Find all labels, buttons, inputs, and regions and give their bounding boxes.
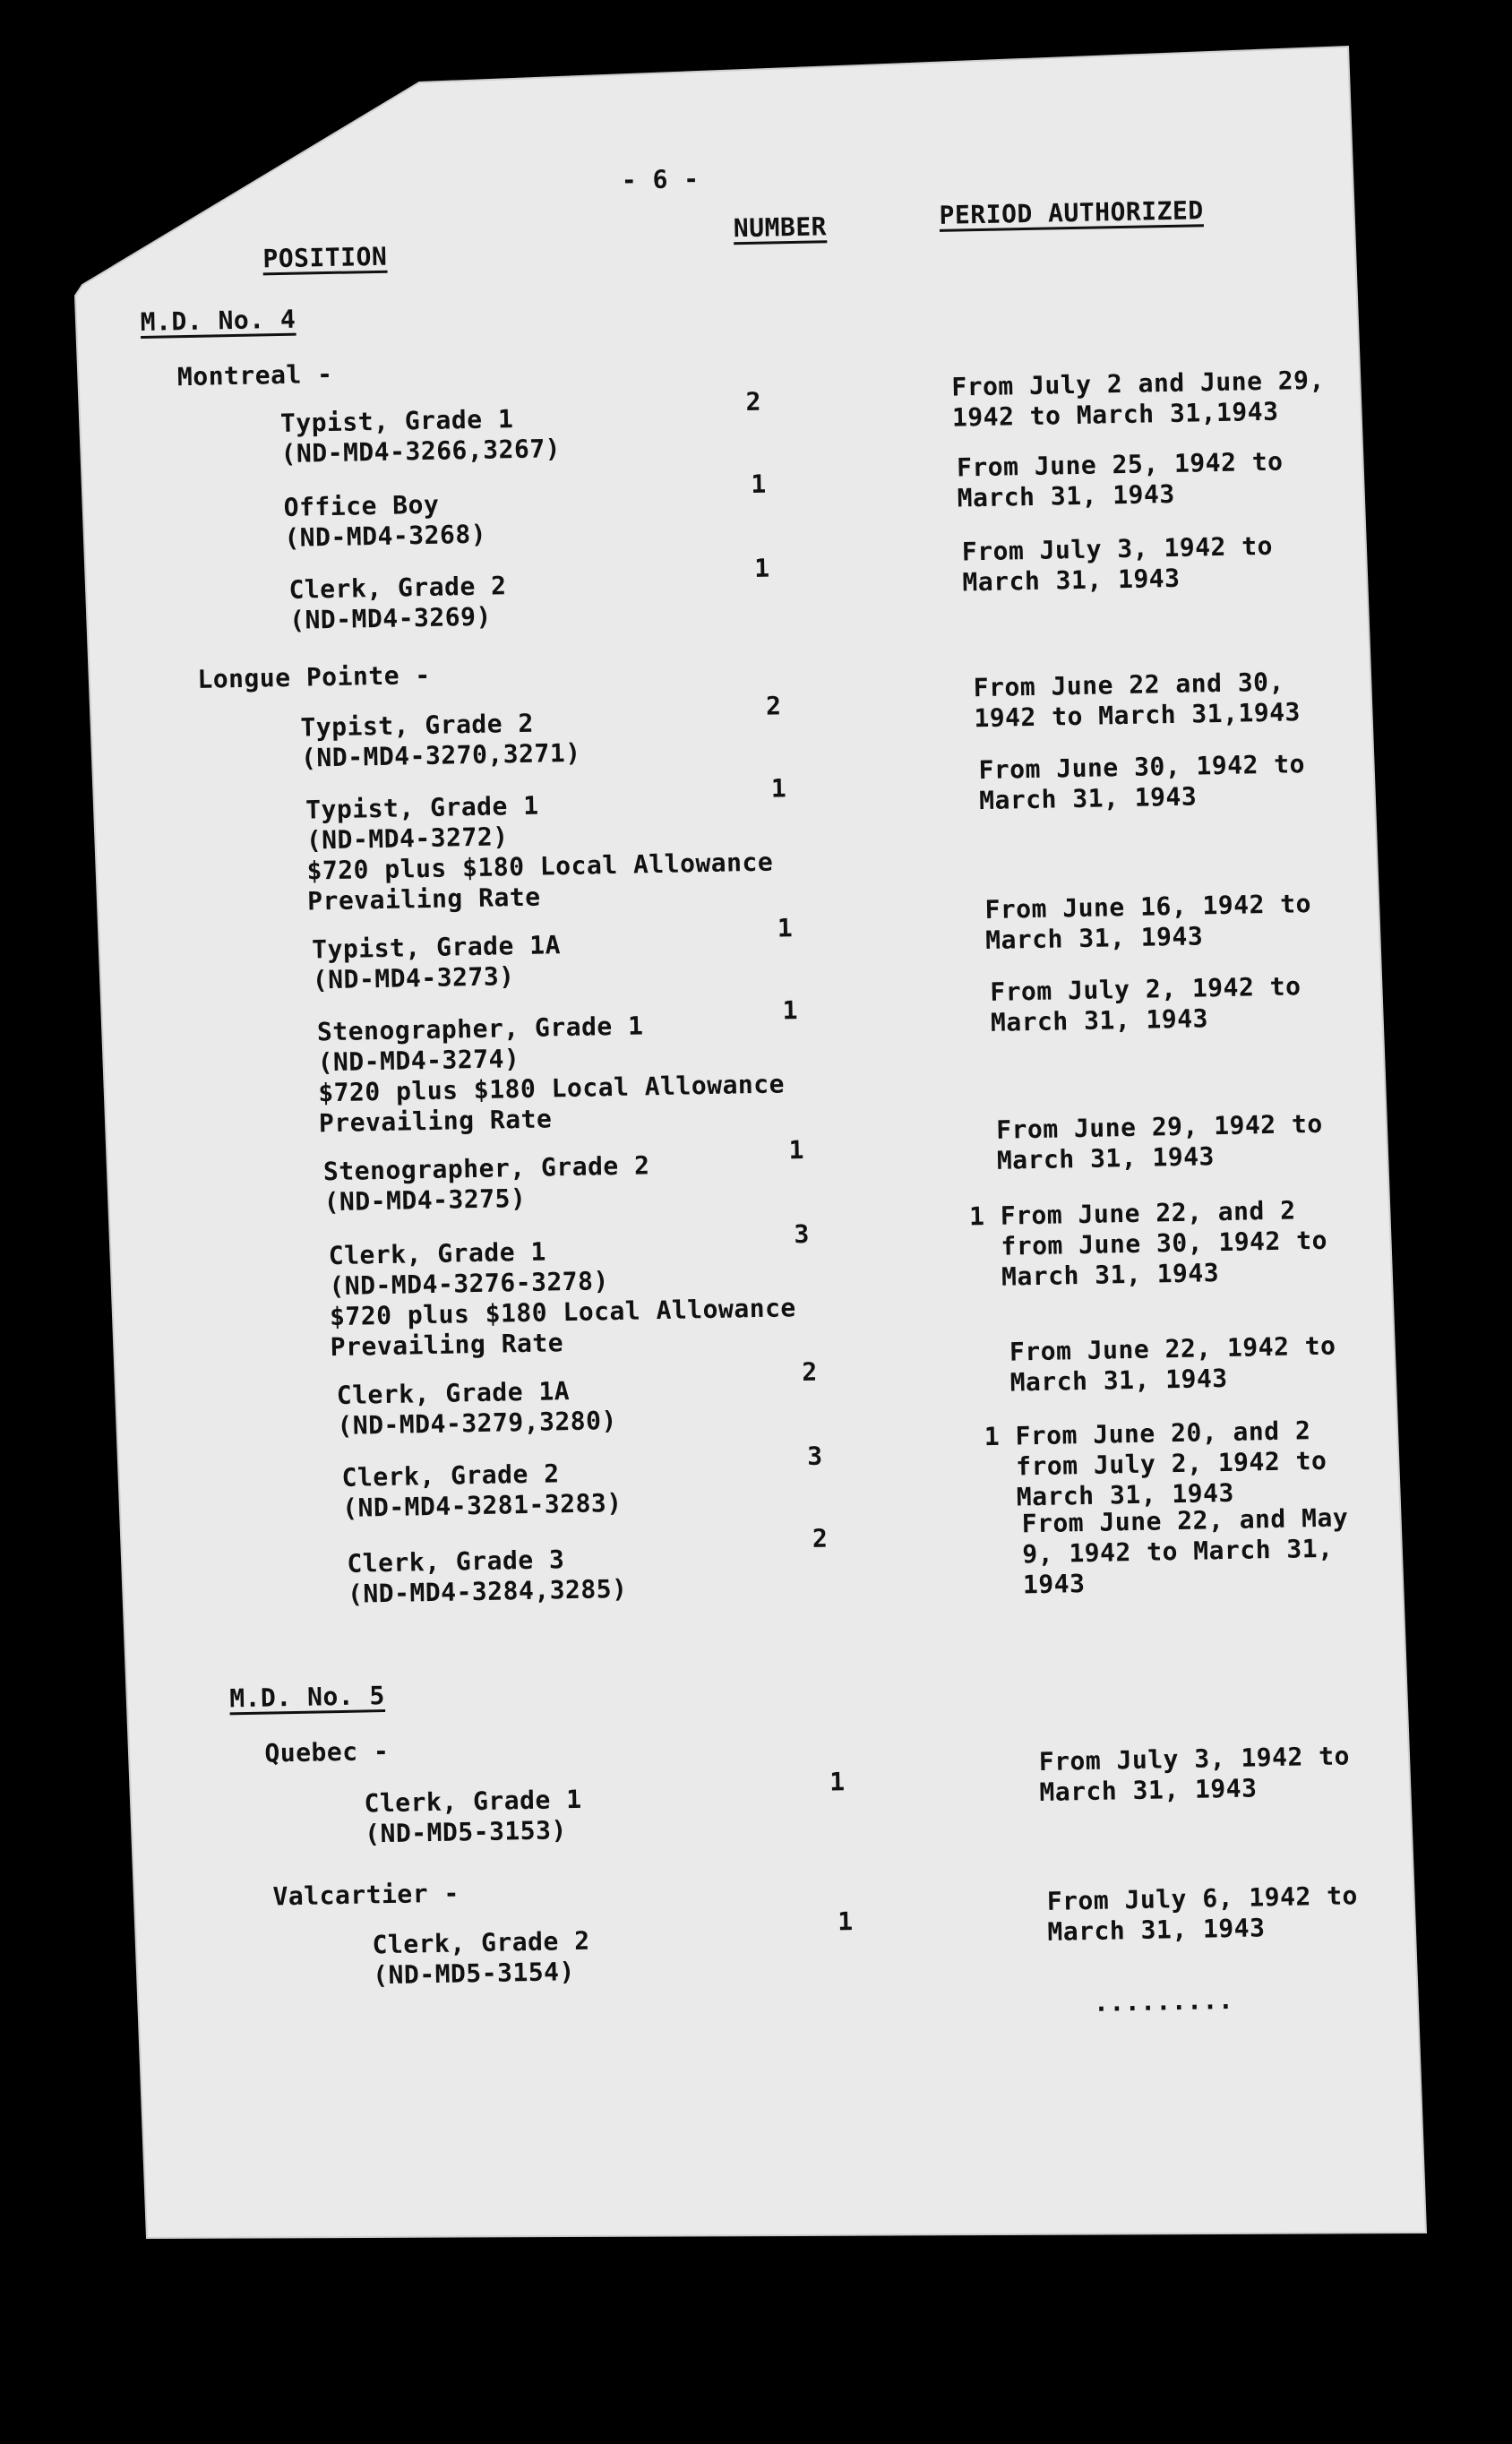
- period-line: March 31, 1943: [957, 478, 1175, 513]
- entry-number: 1: [837, 1906, 854, 1937]
- period-line: From June 30, 1942 to: [978, 749, 1306, 786]
- location-heading: Quebec -: [264, 1735, 390, 1768]
- entry-line: (ND-MD5-3153): [364, 1815, 568, 1849]
- entry-line: Typist, Grade 1: [305, 790, 539, 825]
- entry-line: (ND-MD4-3272): [305, 822, 509, 856]
- period-line: From July 2, 1942 to: [989, 971, 1302, 1007]
- entry-line: (ND-MD4-3266,3267): [280, 434, 562, 469]
- entry-period: [990, 971, 1302, 1038]
- position-entry: [283, 489, 486, 554]
- entry-line: Office Boy: [283, 489, 440, 522]
- period-line: March 31, 1943: [1039, 1773, 1258, 1808]
- entry-number: 1: [770, 773, 787, 804]
- entry-period: [1046, 1880, 1358, 1948]
- entry-line: (ND-MD4-3276-3278): [329, 1266, 610, 1302]
- entry-line: Prevailing Rate: [306, 882, 541, 916]
- period-line: March 31, 1943: [984, 921, 1204, 956]
- entry-number: 3: [806, 1441, 823, 1471]
- period-line: From June 22 and 30,: [973, 667, 1285, 703]
- entry-number: 2: [812, 1523, 829, 1553]
- entry-number: 2: [765, 691, 782, 721]
- entry-number: 3: [794, 1218, 811, 1250]
- entry-line: (ND-MD4-3274): [317, 1044, 520, 1078]
- period-line: From July 6, 1942 to: [1046, 1880, 1359, 1916]
- entry-number: 1: [751, 469, 768, 499]
- entry-line: (ND-MD4-3273): [312, 961, 515, 995]
- position-entry: [312, 930, 562, 995]
- period-line: 9, 1942 to March 31,: [1022, 1533, 1334, 1570]
- position-entry: [300, 708, 581, 774]
- period-line: from June 30, 1942 to: [969, 1225, 1328, 1262]
- entry-period: [1021, 1502, 1349, 1600]
- period-line: From June 25, 1942 to: [956, 446, 1284, 483]
- entry-line: (ND-MD4-3269): [288, 601, 493, 635]
- entry-line: (ND-MD4-3268): [284, 519, 487, 553]
- entry-line: Clerk, Grade 2: [372, 1925, 590, 1960]
- header-period: PERIOD AUTHORIZED: [939, 195, 1204, 230]
- entry-number: 1: [753, 553, 770, 583]
- position-entry: [305, 787, 774, 917]
- position-entry: [372, 1926, 590, 1992]
- entry-period: [973, 667, 1301, 734]
- period-line: 1943: [1022, 1569, 1086, 1600]
- period-line: From June 29, 1942 to: [995, 1108, 1323, 1145]
- entry-line: Clerk, Grade 2: [288, 571, 507, 605]
- position-entry: [288, 571, 507, 636]
- entry-line: Clerk, Grade 3: [347, 1545, 565, 1579]
- entry-line: Prevailing Rate: [318, 1104, 553, 1139]
- entry-line: (ND-MD4-3279,3280): [337, 1406, 618, 1441]
- period-line: 1 From June 20, and 2: [984, 1416, 1311, 1452]
- entry-number: 1: [777, 913, 794, 943]
- period-line: March 31, 1943: [978, 781, 1198, 816]
- entry-period: [984, 1416, 1327, 1513]
- entry-period: [951, 366, 1326, 434]
- period-line: From July 3, 1942 to: [1038, 1741, 1351, 1777]
- entry-line: Clerk, Grade 2: [341, 1459, 560, 1493]
- entry-period: [962, 531, 1274, 598]
- period-line: From June 16, 1942 to: [984, 889, 1312, 925]
- entry-line: (ND-MD4-3275): [323, 1183, 527, 1218]
- entry-line: Prevailing Rate: [330, 1328, 564, 1363]
- entry-line: Stenographer, Grade 2: [322, 1150, 650, 1187]
- entry-number: 2: [745, 386, 762, 417]
- district-heading: M.D. No. 4: [140, 304, 296, 338]
- period-line: From July 2 and June 29,: [950, 365, 1326, 402]
- position-entry: [364, 1785, 582, 1850]
- location-heading: Valcartier -: [272, 1878, 460, 1912]
- entry-line: $720 plus $180 Local Allowance: [306, 847, 774, 886]
- period-line: 1942 to March 31,1943: [974, 697, 1302, 734]
- period-line: from July 2, 1942 to: [984, 1445, 1327, 1483]
- entry-line: Typist, Grade 1: [279, 404, 514, 439]
- position-entry: [280, 403, 562, 469]
- period-line: From June 22, 1942 to: [1009, 1330, 1336, 1367]
- entry-period: [984, 889, 1312, 956]
- entry-line: (ND-MD5-3154): [372, 1957, 576, 1991]
- entry-period: [978, 749, 1306, 816]
- entry-line: Clerk, Grade 1: [364, 1784, 582, 1819]
- entry-period: [1009, 1331, 1337, 1398]
- period-line: March 31, 1943: [1047, 1913, 1266, 1947]
- entry-line: (ND-MD4-3284,3285): [347, 1573, 628, 1609]
- position-entry: [347, 1544, 628, 1610]
- period-line: 1 From June 22, and 2: [968, 1195, 1296, 1232]
- entry-line: Clerk, Grade 1: [328, 1236, 547, 1271]
- period-line: From July 3, 1942 to: [961, 530, 1274, 567]
- entry-number: 1: [782, 995, 799, 1026]
- header-position: POSITION: [262, 241, 388, 274]
- period-line: March 31, 1943: [990, 1003, 1209, 1037]
- period-line: March 31, 1943: [970, 1258, 1220, 1293]
- entry-line: Stenographer, Grade 1: [316, 1011, 644, 1047]
- period-line: 1942 to March 31,1943: [951, 396, 1279, 433]
- entry-line: Clerk, Grade 1A: [336, 1376, 571, 1411]
- location-heading: Longue Pointe -: [197, 659, 432, 694]
- entry-line: Typist, Grade 2: [300, 708, 535, 743]
- entry-period: [996, 1109, 1324, 1176]
- period-line: March 31, 1943: [1009, 1363, 1228, 1398]
- entry-line: $720 plus $180 Local Allowance: [329, 1293, 797, 1332]
- location-heading: Montreal -: [176, 358, 333, 392]
- position-entry: [317, 1008, 786, 1139]
- position-entry: [336, 1375, 617, 1441]
- period-line: March 31, 1943: [996, 1141, 1216, 1175]
- entry-number: 1: [829, 1767, 846, 1797]
- page-number: - 6 -: [621, 164, 700, 195]
- entry-line: (ND-MD4-3270,3271): [300, 737, 581, 773]
- district-heading: M.D. No. 5: [228, 1681, 386, 1714]
- position-entry: [341, 1458, 623, 1524]
- entry-line: $720 plus $180 Local Allowance: [317, 1069, 786, 1108]
- period-line: From June 22, and May: [1021, 1502, 1349, 1539]
- entry-period: [957, 447, 1284, 514]
- position-entry: [328, 1232, 796, 1363]
- entry-line: Typist, Grade 1A: [311, 930, 562, 965]
- position-entry: [323, 1150, 651, 1218]
- entry-number: 2: [802, 1356, 819, 1388]
- end-mark: .........: [1093, 1984, 1234, 2018]
- entry-period: [969, 1195, 1328, 1294]
- period-line: March 31, 1943: [984, 1477, 1235, 1513]
- entry-number: 1: [788, 1134, 805, 1166]
- entry-period: [1038, 1741, 1350, 1808]
- entry-line: (ND-MD4-3281-3283): [341, 1487, 623, 1523]
- header-number: NUMBER: [733, 211, 828, 244]
- period-line: March 31, 1943: [962, 563, 1181, 598]
